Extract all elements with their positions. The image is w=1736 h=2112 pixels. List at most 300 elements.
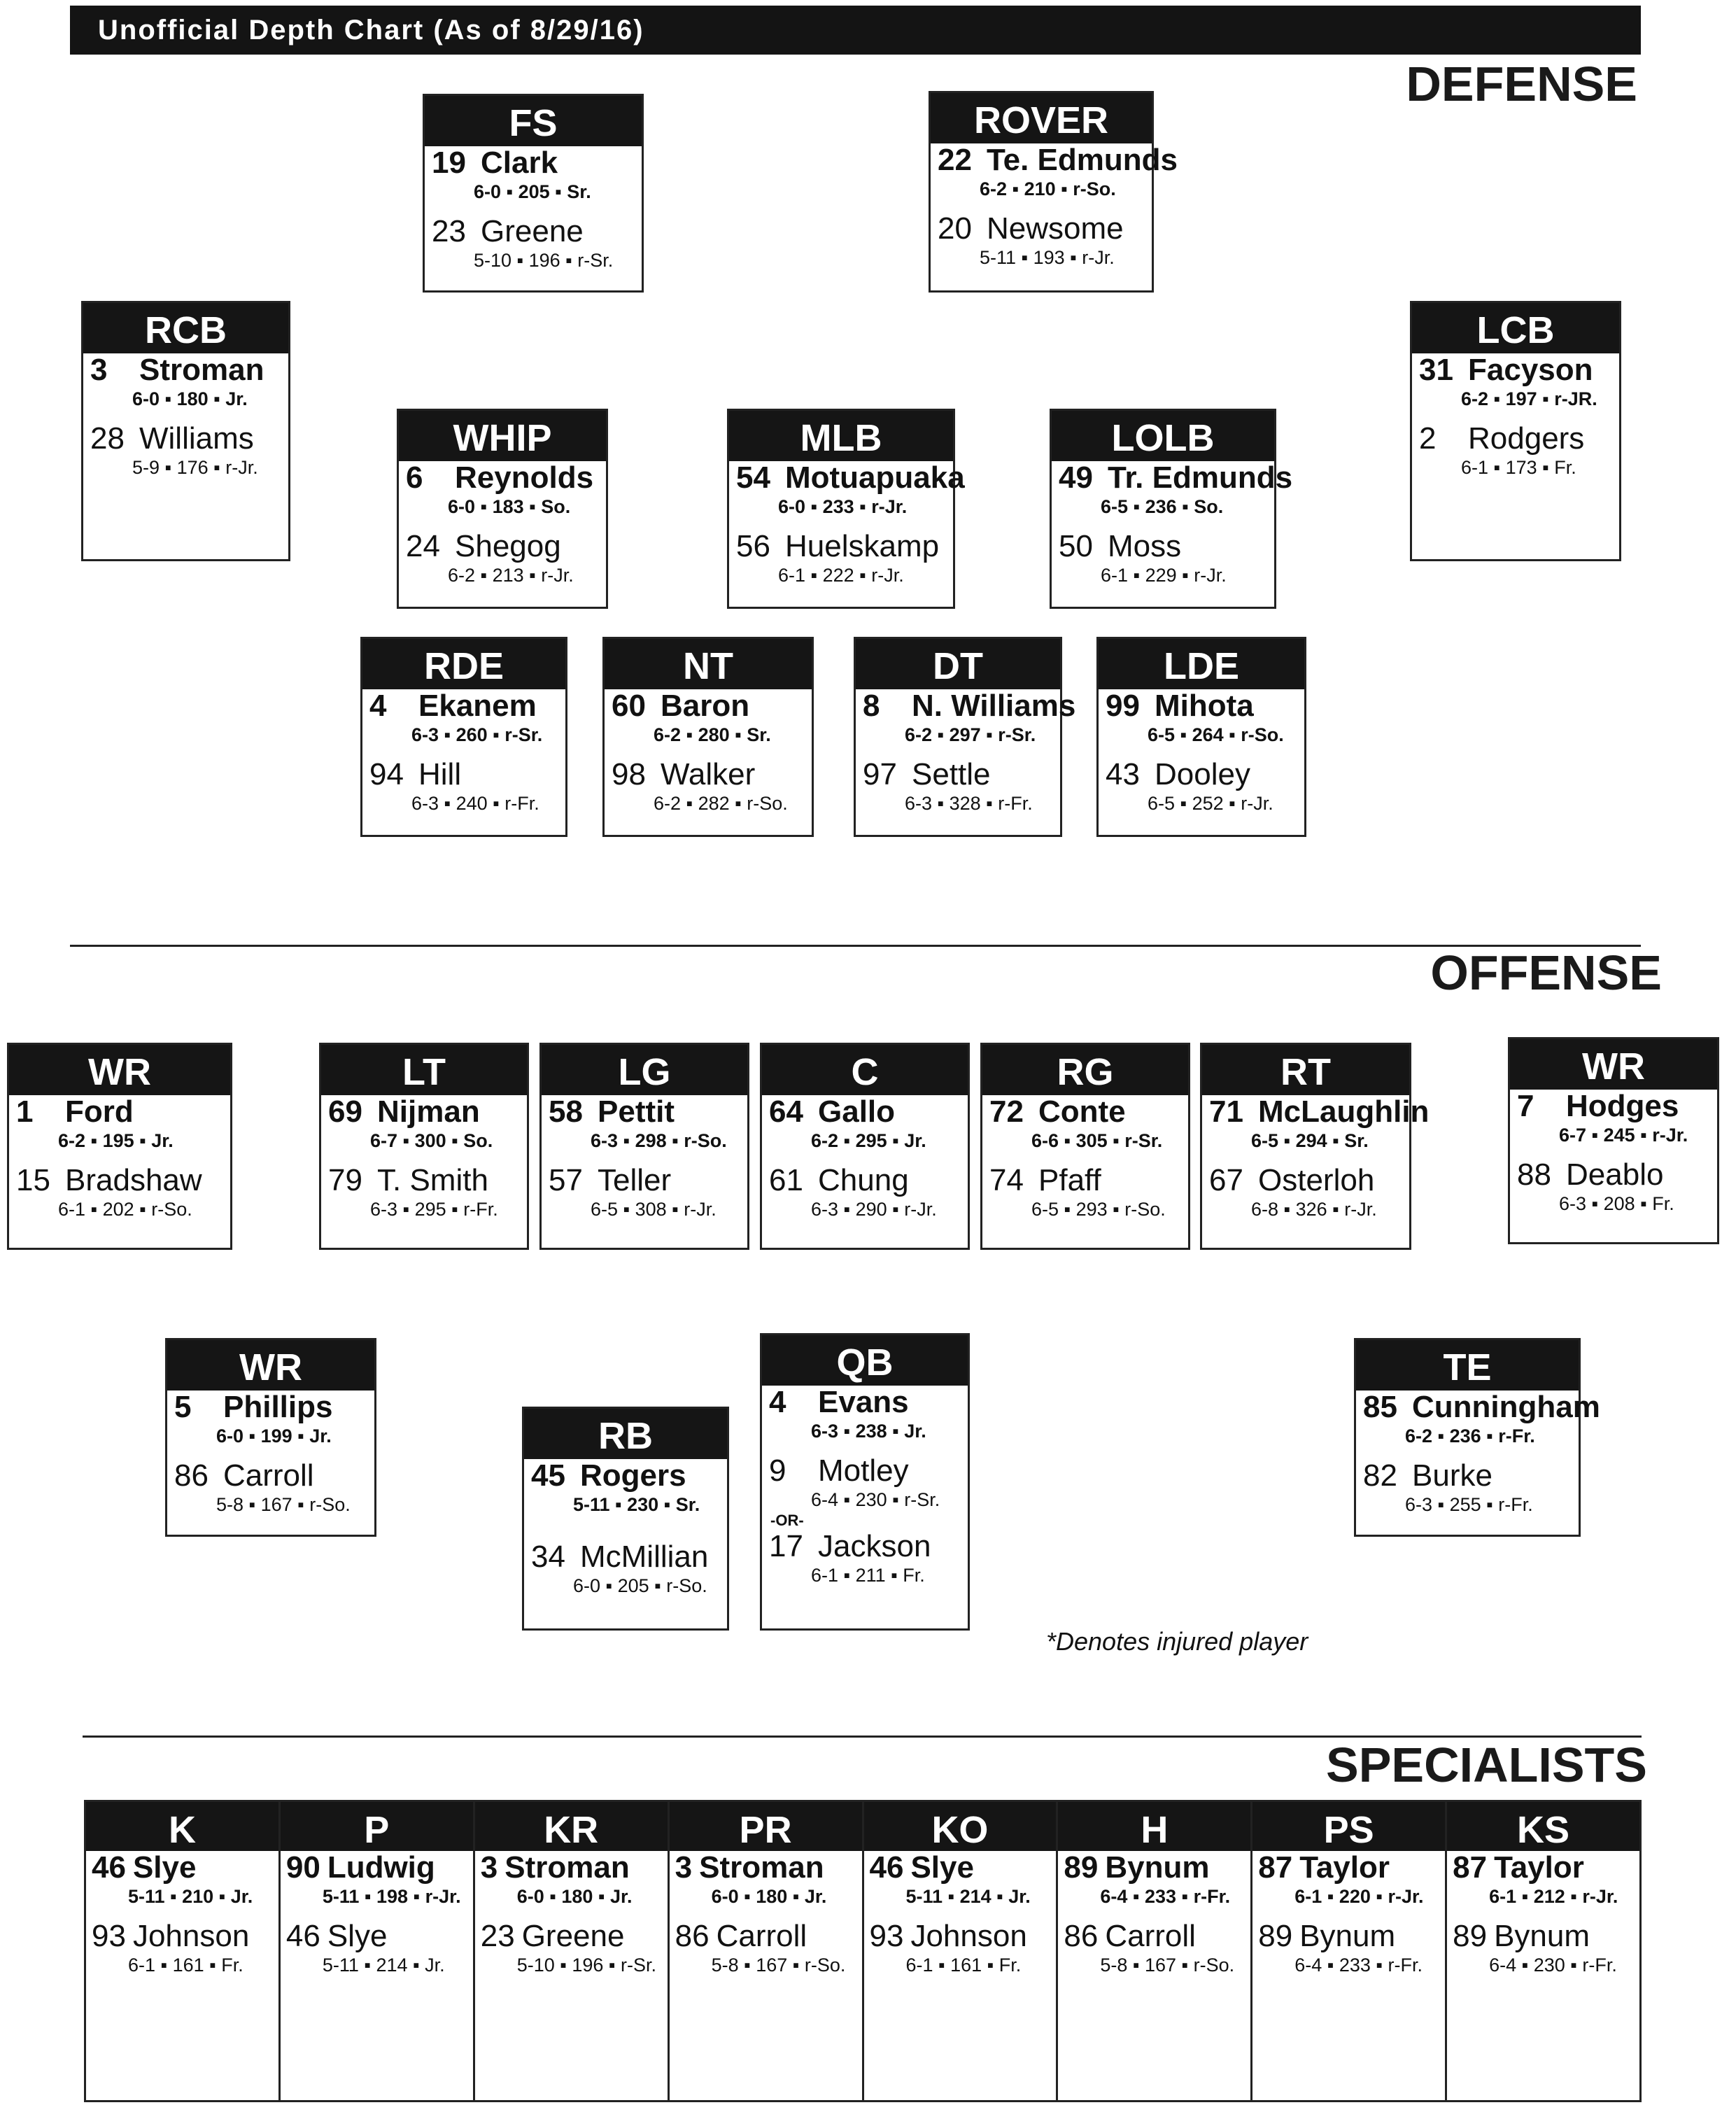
position-label: RG (982, 1045, 1188, 1095)
player-name: Cunningham (1412, 1390, 1600, 1424)
starter-entry (670, 1851, 862, 1908)
position-label: DT (856, 639, 1060, 689)
position-box-lg (539, 1043, 749, 1250)
position-box-rb (522, 1407, 729, 1631)
specialist-column-ps (1252, 1802, 1447, 2100)
player-name: Deablo (1566, 1157, 1664, 1192)
backup-entry (1252, 1920, 1445, 1977)
player-number: 69 (328, 1094, 362, 1129)
specialists-table (84, 1800, 1642, 2102)
backup-entry (670, 1920, 862, 1977)
position-box-mlb (727, 409, 965, 609)
player-name: McMillian (580, 1540, 709, 1574)
player-stats: 5-11 ▪ 198 ▪ r-Jr. (322, 1886, 461, 1907)
player-number: 9 (769, 1453, 786, 1488)
player-name: Stroman (699, 1850, 824, 1885)
player-number: 93 (92, 1919, 126, 1953)
player-number: 4 (369, 689, 387, 723)
player-number: 22 (938, 143, 972, 177)
player-number: 31 (1419, 353, 1453, 387)
player-name: Rogers (580, 1458, 686, 1493)
player-name: Williams (139, 421, 254, 456)
position-label: KO (864, 1802, 1057, 1851)
player-name: Ekanem (418, 689, 537, 723)
player-name: Clark (481, 146, 558, 180)
backup-entry (1412, 422, 1619, 479)
player-name: Motuapuaka (785, 460, 965, 495)
position-box-c (760, 1043, 970, 1250)
player-name: Pfaff (1038, 1163, 1101, 1197)
player-number: 24 (406, 529, 440, 563)
player-name: Johnson (132, 1919, 250, 1953)
position-box-te (1354, 1338, 1600, 1537)
player-number: 72 (989, 1094, 1024, 1129)
position-label: PS (1252, 1802, 1445, 1851)
player-stats: 6-4 ▪ 233 ▪ r-Fr. (1294, 1955, 1423, 1976)
player-stats: 6-3 ▪ 290 ▪ r-Jr. (811, 1199, 937, 1220)
specialists-heading: SPECIALISTS (1326, 1738, 1647, 1792)
player-number: 46 (92, 1850, 126, 1885)
player-stats: 6-5 ▪ 294 ▪ Sr. (1251, 1130, 1369, 1151)
player-stats: 6-1 ▪ 202 ▪ r-So. (58, 1199, 192, 1220)
player-number: 50 (1059, 529, 1093, 563)
player-number: 89 (1064, 1850, 1099, 1885)
player-stats: 5-8 ▪ 167 ▪ r-So. (216, 1494, 351, 1515)
position-label: RB (524, 1409, 727, 1459)
starter-entry (1447, 1851, 1639, 1908)
player-stats: 6-3 ▪ 238 ▪ Jr. (811, 1421, 926, 1442)
player-stats: 6-1 ▪ 229 ▪ r-Jr. (1101, 565, 1227, 586)
player-name: Osterloh (1258, 1163, 1375, 1197)
player-number: 58 (549, 1094, 583, 1129)
player-stats: 5-11 ▪ 214 ▪ Jr. (322, 1955, 445, 1976)
player-number: 43 (1106, 757, 1140, 791)
or-separator: -OR- (770, 1512, 804, 1529)
position-label: WR (1510, 1039, 1717, 1090)
player-stats: 6-5 ▪ 264 ▪ r-So. (1148, 724, 1284, 745)
starter-entry (281, 1851, 473, 1908)
player-stats: 6-2 ▪ 295 ▪ Jr. (811, 1130, 926, 1151)
player-stats: 6-3 ▪ 208 ▪ Fr. (1559, 1193, 1674, 1214)
player-stats: 6-7 ▪ 300 ▪ So. (370, 1130, 493, 1151)
player-number: 67 (1209, 1163, 1243, 1197)
position-label: PR (670, 1802, 862, 1851)
position-label: RCB (83, 303, 288, 353)
player-name: Rodgers (1468, 421, 1585, 456)
player-stats: 6-2 ▪ 210 ▪ r-So. (980, 178, 1116, 199)
player-name: Huelskamp (785, 529, 940, 563)
backup-entry (1356, 1459, 1579, 1516)
position-label: C (762, 1045, 968, 1095)
position-box-rover (929, 91, 1178, 293)
player-number: 6 (406, 460, 423, 495)
player-stats: 5-11 ▪ 210 ▪ Jr. (128, 1886, 253, 1907)
player-stats: 6-4 ▪ 230 ▪ r-Fr. (1489, 1955, 1617, 1976)
player-name: N. Williams (912, 689, 1076, 723)
position-label: LDE (1099, 639, 1304, 689)
player-stats: 6-2 ▪ 236 ▪ r-Fr. (1405, 1425, 1535, 1446)
starter-entry (524, 1459, 727, 1516)
backup-entry (167, 1459, 374, 1516)
player-number: 94 (369, 757, 404, 791)
position-label: KR (475, 1802, 668, 1851)
player-stats: 5-8 ▪ 167 ▪ r-So. (1100, 1955, 1235, 1976)
player-stats: 6-6 ▪ 305 ▪ r-Sr. (1031, 1130, 1163, 1151)
player-name: Greene (481, 214, 584, 248)
player-stats: 6-1 ▪ 220 ▪ r-Jr. (1294, 1886, 1424, 1907)
player-number: 17 (769, 1529, 803, 1563)
player-stats: 5-9 ▪ 176 ▪ r-Jr. (132, 457, 258, 478)
position-box-dt (854, 637, 1076, 837)
player-number: 28 (90, 421, 125, 456)
player-stats: 6-2 ▪ 195 ▪ Jr. (58, 1130, 174, 1151)
backup-entry (982, 1164, 1188, 1221)
starter-entry (856, 689, 1076, 747)
player-number: 71 (1209, 1094, 1243, 1129)
player-number: 85 (1363, 1390, 1397, 1424)
starter-entry (864, 1851, 1057, 1908)
player-number: 3 (90, 353, 108, 387)
player-name: Gallo (818, 1094, 896, 1129)
backup-entry (762, 1164, 968, 1221)
backup-entry (1052, 530, 1274, 587)
player-stats: 6-1 ▪ 212 ▪ r-Jr. (1489, 1886, 1618, 1907)
position-label: P (281, 1802, 473, 1851)
player-name: Carroll (1105, 1919, 1196, 1953)
position-label: ROVER (931, 93, 1152, 143)
starter-entry (83, 353, 288, 411)
player-name: Mihota (1155, 689, 1254, 723)
player-number: 87 (1258, 1850, 1293, 1885)
player-number: 19 (432, 146, 466, 180)
backup-entry (1447, 1920, 1639, 1977)
player-name: Burke (1412, 1458, 1492, 1493)
player-name: Slye (132, 1850, 197, 1885)
player-number: 79 (328, 1163, 362, 1197)
position-box-lcb (1410, 301, 1621, 561)
player-stats: 6-5 ▪ 236 ▪ So. (1101, 496, 1224, 517)
player-stats: 6-3 ▪ 298 ▪ r-So. (591, 1130, 727, 1151)
player-stats: 6-0 ▪ 205 ▪ r-So. (573, 1575, 707, 1596)
offense-heading: OFFENSE (1430, 945, 1662, 1000)
starter-entry (86, 1851, 278, 1908)
position-box-qb (760, 1333, 970, 1631)
player-number: 82 (1363, 1458, 1397, 1493)
player-number: 1 (16, 1094, 34, 1129)
starter-entry (1052, 460, 1293, 519)
player-name: Bynum (1105, 1850, 1210, 1885)
player-name: Reynolds (455, 460, 594, 495)
player-number: 60 (612, 689, 646, 723)
starter-entry (167, 1391, 374, 1448)
player-name: Moss (1108, 529, 1182, 563)
player-name: Facyson (1468, 353, 1593, 387)
backup-entry (9, 1164, 230, 1221)
player-number: 93 (869, 1919, 904, 1953)
starter-entry (362, 689, 565, 747)
backup-entry (542, 1164, 747, 1221)
player-name: Motley (818, 1453, 909, 1488)
player-name: Taylor (1494, 1850, 1584, 1885)
specialist-column-h (1058, 1802, 1252, 2100)
player-name: Walker (661, 757, 756, 791)
player-number: 3 (675, 1850, 693, 1885)
player-stats: 6-1 ▪ 173 ▪ Fr. (1461, 457, 1576, 478)
specialist-column-kr (475, 1802, 670, 2100)
player-name: Taylor (1299, 1850, 1390, 1885)
player-name: Shegog (455, 529, 561, 563)
position-label: NT (605, 639, 812, 689)
position-box-rde (360, 637, 567, 837)
player-name: Te. Edmunds (987, 143, 1178, 177)
player-name: Ford (65, 1094, 134, 1129)
backup-entry (281, 1920, 473, 1977)
position-label: LOLB (1052, 411, 1274, 461)
backup-entry (762, 1454, 968, 1512)
player-number: 7 (1517, 1089, 1534, 1123)
player-number: 46 (285, 1919, 320, 1953)
specialist-column-ks (1447, 1802, 1639, 2100)
backup-entry (729, 530, 953, 587)
starter-entry (762, 1386, 968, 1443)
player-name: Baron (661, 689, 750, 723)
position-label: H (1058, 1802, 1250, 1851)
position-label: WHIP (399, 411, 606, 461)
backup-entry (425, 215, 642, 272)
position-box-lolb (1050, 409, 1293, 609)
page-title: Unofficial Depth Chart (As of 8/29/16) (70, 6, 1641, 55)
starter-entry (762, 1095, 968, 1153)
player-number: 46 (869, 1850, 904, 1885)
position-label: K (86, 1802, 278, 1851)
position-label: KS (1447, 1802, 1639, 1851)
starter-entry (1202, 1094, 1430, 1153)
starter-entry (931, 143, 1178, 201)
position-label: RT (1202, 1045, 1409, 1095)
backup-entry (856, 758, 1060, 815)
specialist-column-p (281, 1802, 475, 2100)
starter-entry (542, 1095, 747, 1153)
player-stats: 6-0 ▪ 233 ▪ r-Jr. (778, 496, 908, 517)
position-box-nt (602, 637, 814, 837)
player-stats: 6-3 ▪ 255 ▪ r-Fr. (1405, 1494, 1533, 1515)
backup-entry (86, 1920, 278, 1977)
position-box-rg (980, 1043, 1190, 1250)
player-number: 90 (285, 1850, 320, 1885)
player-name: Bynum (1494, 1919, 1590, 1953)
player-name: Pettit (598, 1094, 675, 1129)
player-name: Stroman (139, 353, 264, 387)
backup-entry (399, 530, 606, 587)
player-number: 5 (174, 1390, 192, 1424)
backup-entry (864, 1920, 1057, 1977)
player-stats: 6-0 ▪ 180 ▪ Jr. (132, 388, 248, 409)
player-number: 2 (1419, 421, 1437, 456)
player-name: Slye (910, 1850, 974, 1885)
player-stats: 6-1 ▪ 161 ▪ Fr. (128, 1955, 244, 1976)
player-name: Slye (327, 1919, 388, 1953)
player-number: 57 (549, 1163, 583, 1197)
player-stats: 6-4 ▪ 230 ▪ r-Sr. (811, 1489, 940, 1510)
position-label: WR (167, 1340, 374, 1391)
player-name: Ludwig (327, 1850, 435, 1885)
player-name: Chung (818, 1163, 909, 1197)
player-name: T. Smith (377, 1163, 488, 1197)
starter-entry (1510, 1090, 1717, 1147)
player-stats: 6-0 ▪ 183 ▪ So. (448, 496, 571, 517)
player-name: Settle (912, 757, 991, 791)
position-box-wr (1508, 1037, 1719, 1244)
starter-entry (425, 146, 642, 204)
backup-entry (605, 758, 812, 815)
player-stats: 6-0 ▪ 199 ▪ Jr. (216, 1425, 332, 1446)
starter-entry (605, 689, 812, 747)
player-number: 87 (1453, 1850, 1488, 1885)
player-name: Johnson (910, 1919, 1027, 1953)
player-number: 8 (863, 689, 880, 723)
player-stats: 6-2 ▪ 280 ▪ Sr. (654, 724, 771, 745)
player-stats: 6-2 ▪ 297 ▪ r-Sr. (905, 724, 1036, 745)
position-box-rt (1200, 1043, 1430, 1250)
player-stats: 5-11 ▪ 193 ▪ r-Jr. (980, 247, 1115, 268)
player-name: Carroll (716, 1919, 807, 1953)
player-number: 3 (480, 1850, 498, 1885)
player-name: Bradshaw (65, 1163, 202, 1197)
player-stats: 6-2 ▪ 213 ▪ r-Jr. (448, 565, 574, 586)
backup-entry (1099, 758, 1304, 815)
player-stats: 6-3 ▪ 260 ▪ r-Sr. (411, 724, 543, 745)
player-number: 34 (531, 1540, 565, 1574)
player-number: 86 (675, 1919, 710, 1953)
player-name: Tr. Edmunds (1108, 460, 1293, 495)
player-name: Hill (418, 757, 462, 791)
player-number: 99 (1106, 689, 1140, 723)
position-box-wr (165, 1338, 376, 1537)
player-name: Greene (521, 1919, 625, 1953)
player-stats: 6-0 ▪ 205 ▪ Sr. (474, 181, 591, 202)
position-box-wr (7, 1043, 232, 1250)
player-name: Evans (818, 1385, 909, 1419)
backup-entry (1202, 1164, 1409, 1221)
player-stats: 6-3 ▪ 240 ▪ r-Fr. (411, 793, 539, 814)
backup-entry (524, 1540, 727, 1598)
player-name: Newsome (987, 211, 1124, 246)
backup-entry (762, 1530, 968, 1587)
position-label: LT (321, 1045, 527, 1095)
player-stats: 5-8 ▪ 167 ▪ r-So. (711, 1955, 846, 1976)
player-number: 61 (769, 1163, 803, 1197)
player-number: 56 (736, 529, 770, 563)
player-name: Bynum (1299, 1919, 1396, 1953)
position-box-fs (423, 94, 644, 293)
player-number: 89 (1258, 1919, 1293, 1953)
player-stats: 6-5 ▪ 252 ▪ r-Jr. (1148, 793, 1273, 814)
player-number: 88 (1517, 1157, 1551, 1192)
starter-entry (399, 461, 606, 519)
position-box-lde (1096, 637, 1306, 837)
position-box-lt (319, 1043, 529, 1250)
player-number: 98 (612, 757, 646, 791)
player-stats: 6-1 ▪ 161 ▪ Fr. (905, 1955, 1022, 1976)
player-stats: 6-1 ▪ 211 ▪ Fr. (811, 1565, 925, 1586)
position-label: FS (425, 96, 642, 146)
player-stats: 6-5 ▪ 308 ▪ r-Jr. (591, 1199, 717, 1220)
starter-entry (1412, 353, 1619, 411)
player-number: 15 (16, 1163, 50, 1197)
position-label: LG (542, 1045, 747, 1095)
player-number: 86 (174, 1458, 209, 1493)
player-number: 23 (432, 214, 466, 248)
player-stats: 5-10 ▪ 196 ▪ r-Sr. (474, 250, 614, 271)
player-number: 20 (938, 211, 972, 246)
backup-entry (83, 422, 288, 479)
player-name: Stroman (504, 1850, 630, 1885)
backup-entry (321, 1164, 527, 1221)
player-stats: 6-8 ▪ 326 ▪ r-Jr. (1251, 1199, 1377, 1220)
backup-entry (931, 212, 1152, 269)
player-stats: 6-3 ▪ 295 ▪ r-Fr. (370, 1199, 498, 1220)
position-label: QB (762, 1335, 968, 1386)
specialist-column-ko (864, 1802, 1059, 2100)
player-number: 49 (1059, 460, 1093, 495)
backup-entry (1058, 1920, 1250, 1977)
player-name: Phillips (223, 1390, 333, 1424)
starter-entry (1099, 689, 1304, 747)
specialist-column-k (86, 1802, 281, 2100)
position-label: LCB (1412, 303, 1619, 353)
starter-entry (321, 1095, 527, 1153)
position-box-whip (397, 409, 608, 609)
position-label: TE (1356, 1340, 1579, 1391)
player-stats: 6-4 ▪ 233 ▪ r-Fr. (1100, 1886, 1231, 1907)
player-stats: 6-0 ▪ 180 ▪ Jr. (516, 1886, 633, 1907)
player-number: 54 (736, 460, 770, 495)
player-stats: 6-2 ▪ 282 ▪ r-So. (654, 793, 788, 814)
position-label: RDE (362, 639, 565, 689)
backup-entry (475, 1920, 668, 1977)
player-name: Teller (598, 1163, 672, 1197)
player-stats: 5-11 ▪ 214 ▪ Jr. (905, 1886, 1031, 1907)
player-number: 4 (769, 1385, 786, 1419)
player-name: Jackson (818, 1529, 931, 1563)
player-name: Dooley (1155, 757, 1250, 791)
player-number: 86 (1064, 1919, 1099, 1953)
player-stats: 5-11 ▪ 230 ▪ Sr. (573, 1494, 700, 1515)
player-name: Nijman (377, 1094, 480, 1129)
starter-entry (1356, 1390, 1600, 1448)
starter-entry (9, 1095, 230, 1153)
player-name: Carroll (223, 1458, 314, 1493)
player-number: 97 (863, 757, 897, 791)
player-name: McLaughlin (1258, 1094, 1430, 1129)
starter-entry (982, 1095, 1188, 1153)
defense-heading: DEFENSE (1406, 57, 1637, 111)
player-stats: 6-1 ▪ 222 ▪ r-Jr. (778, 565, 904, 586)
player-number: 23 (480, 1919, 515, 1953)
backup-entry (362, 758, 565, 815)
player-stats: 6-2 ▪ 197 ▪ r-JR. (1461, 388, 1597, 409)
player-stats: 6-3 ▪ 328 ▪ r-Fr. (905, 793, 1033, 814)
player-stats: 6-0 ▪ 180 ▪ Jr. (711, 1886, 827, 1907)
starter-entry (1058, 1851, 1250, 1908)
specialist-column-pr (670, 1802, 864, 2100)
player-number: 64 (769, 1094, 803, 1129)
position-label: MLB (729, 411, 953, 461)
player-number: 45 (531, 1458, 565, 1493)
starter-entry (1252, 1851, 1445, 1908)
starter-entry (475, 1851, 668, 1908)
player-number: 89 (1453, 1919, 1488, 1953)
